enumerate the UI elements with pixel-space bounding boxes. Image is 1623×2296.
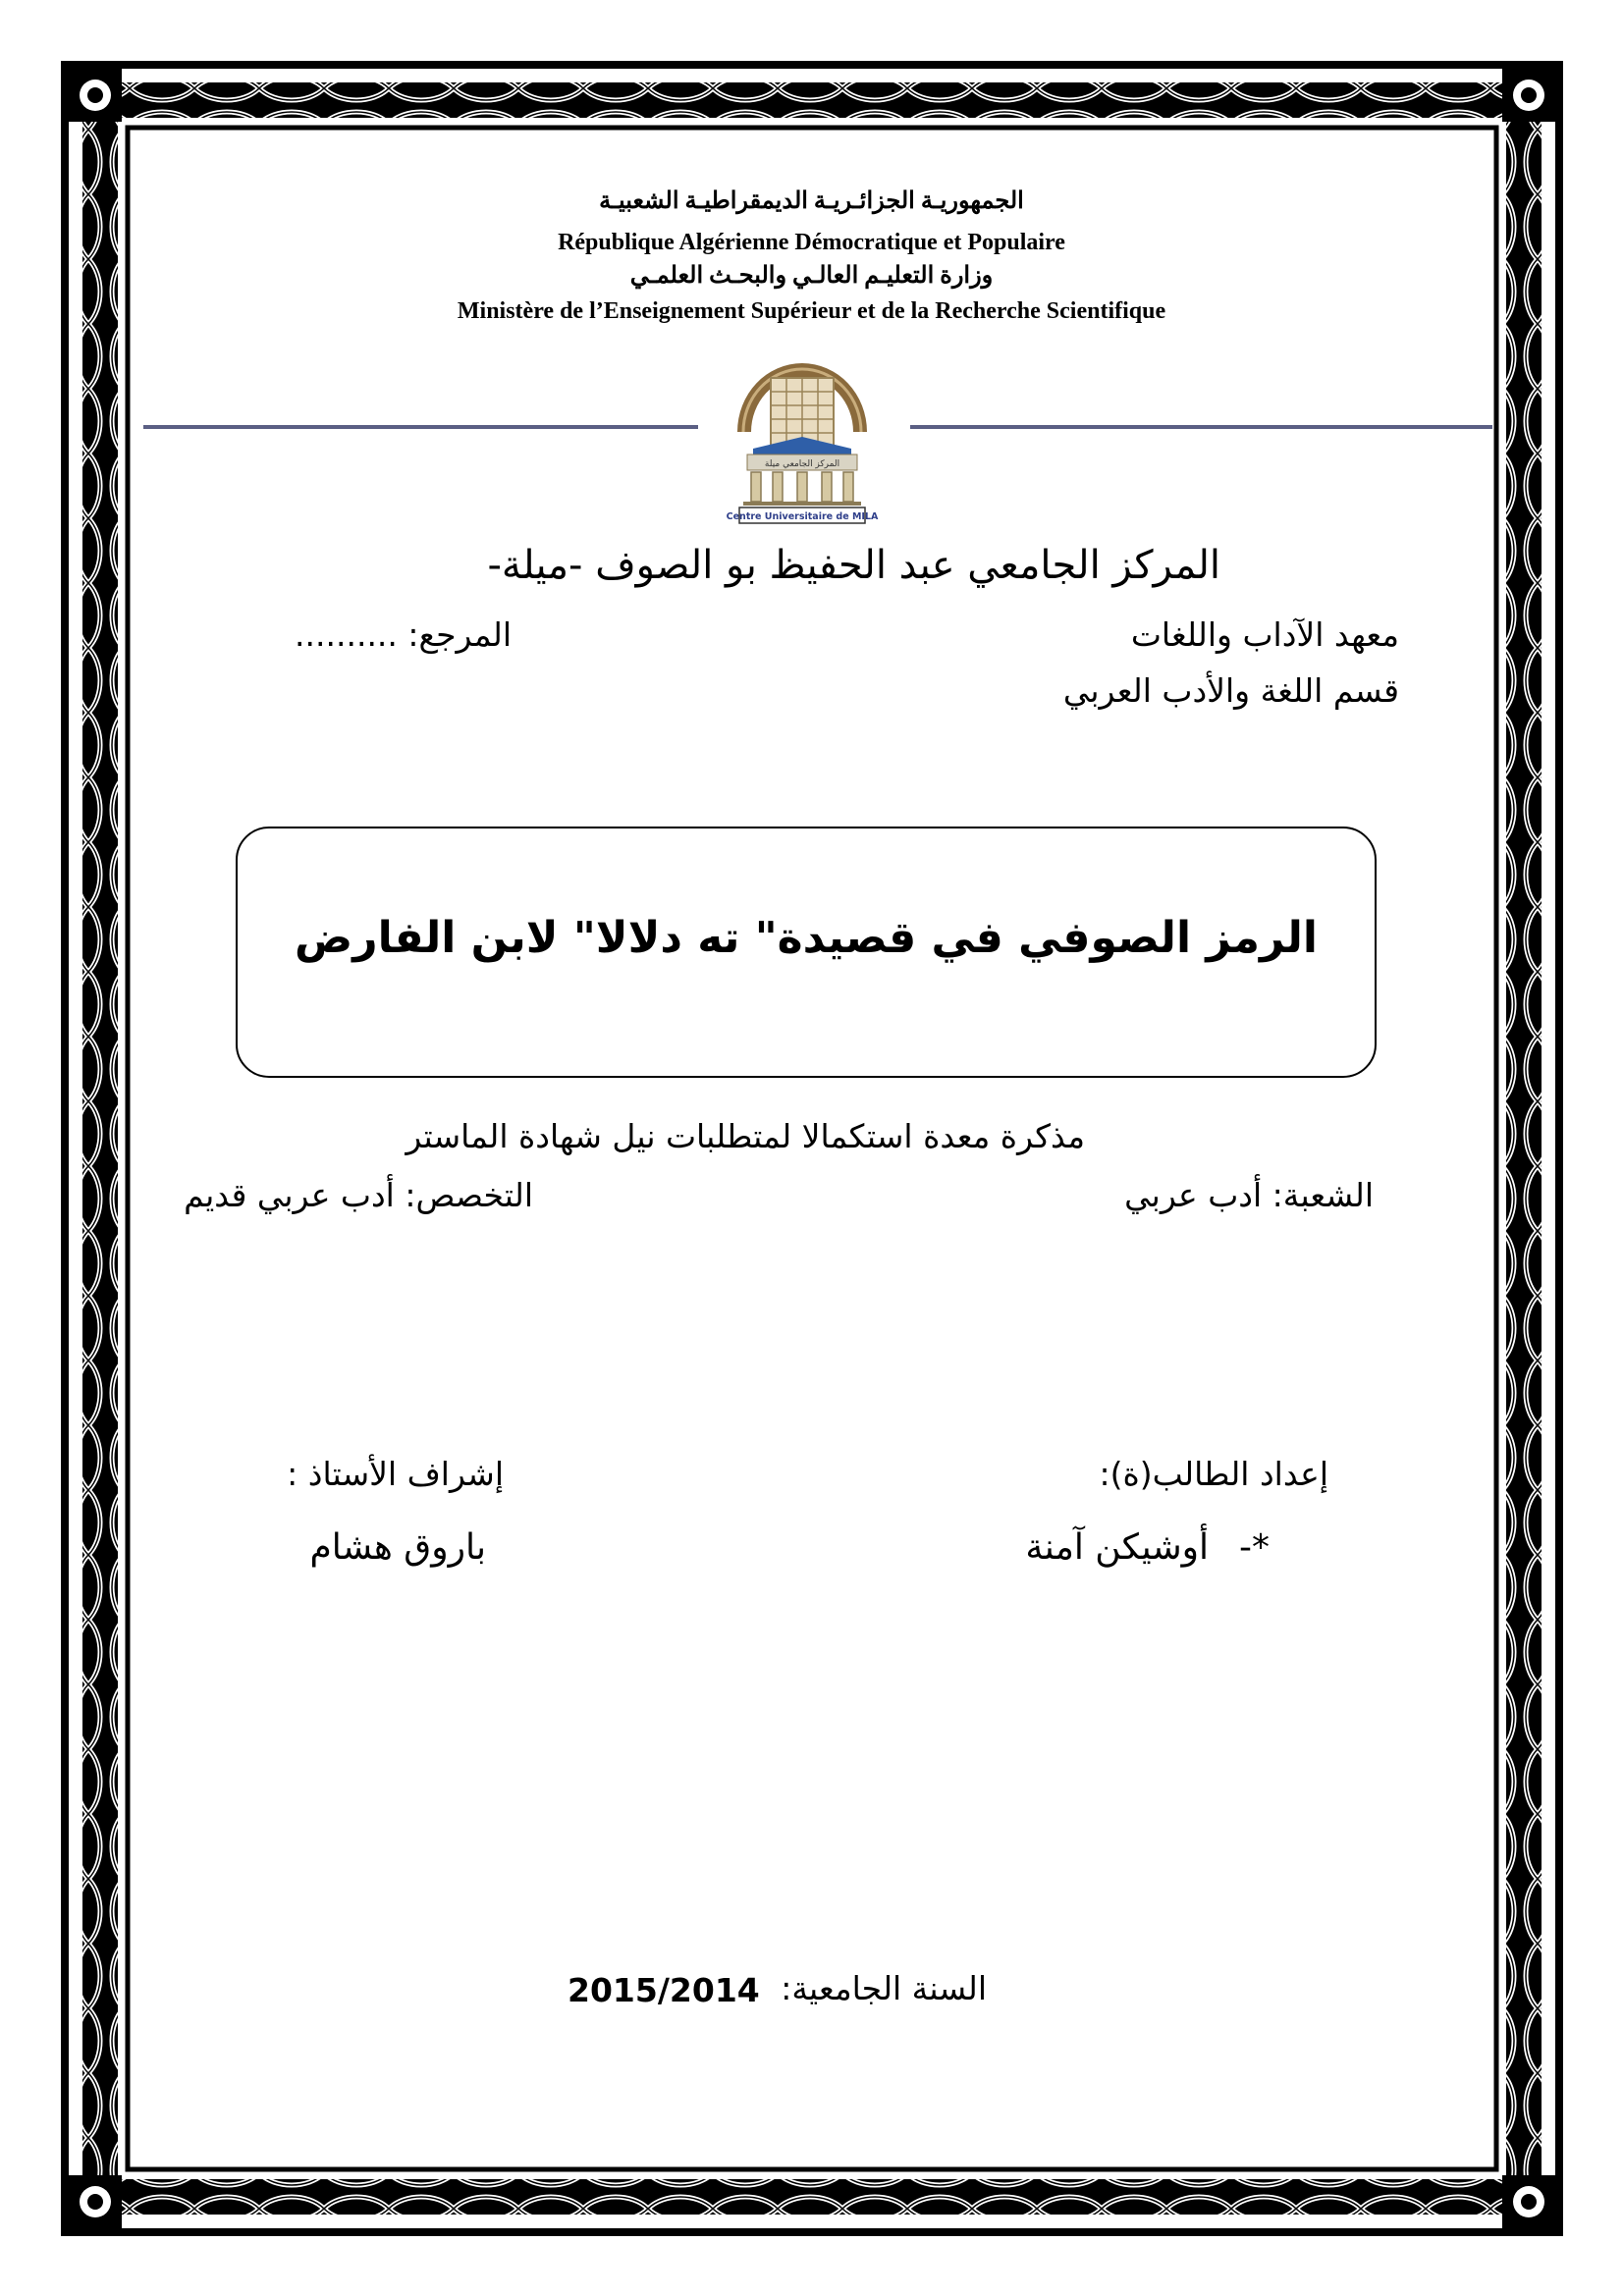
student-label: إعداد الطالب(ة): [1099,1455,1328,1493]
header-rule-left [143,425,698,429]
republic-arabic: الجمهوريـة الجزائـريـة الديمقراطيـة الشعبيـة [599,188,1024,214]
corner-ornament-icon [1502,2175,1555,2228]
logo-caption: Centre Universitaire de MILA [726,511,879,522]
institute-name: معهد الآداب واللغات [1130,615,1399,654]
university-logo [724,339,881,525]
supervisor-name: باروق هشام [309,1527,486,1568]
academic-year-value: 2015/2014 [568,1971,760,2009]
student-name: أوشيكن آمنة [1025,1527,1209,1568]
corner-ornament-icon [69,69,122,122]
logo-banner: المركز الجامعي ميلة [764,459,840,469]
supervisor-label: إشراف الأستاذ : [287,1455,504,1493]
republic-french: République Algérienne Démocratique et Populaire [558,230,1065,255]
thesis-title-box [236,827,1377,1078]
department-name: قسم اللغة والأدب العربي [1062,671,1399,710]
corner-ornament-icon [1502,69,1555,122]
reference-field: المرجع: .......... [295,615,512,654]
academic-year-label: السنة الجامعية: [781,1969,987,2007]
university-center-name: المركز الجامعي عبد الحفيظ بو الصوف -ميلة- [487,543,1220,588]
ministry-french: Ministère de l’Enseignement Supérieur et de la Recherche Scientifique [457,298,1166,324]
thesis-title: الرمز الصوفي في قصيدة" ته دلالا" لابن الفارض [295,913,1318,963]
header-rule-right [910,425,1492,429]
corner-ornament-icon [69,2175,122,2228]
thesis-purpose: مذكرة معدة استكمالا لمتطلبات نيل شهادة الماستر [406,1117,1085,1155]
student-name-prefix: *- [1239,1527,1270,1568]
specialty-field: التخصص: أدب عربي قديم [184,1176,533,1214]
ministry-arabic: وزارة التعليـم العالـي والبحـث العلمـي [629,263,994,289]
branch-field: الشعبة: أدب عربي [1124,1176,1374,1214]
